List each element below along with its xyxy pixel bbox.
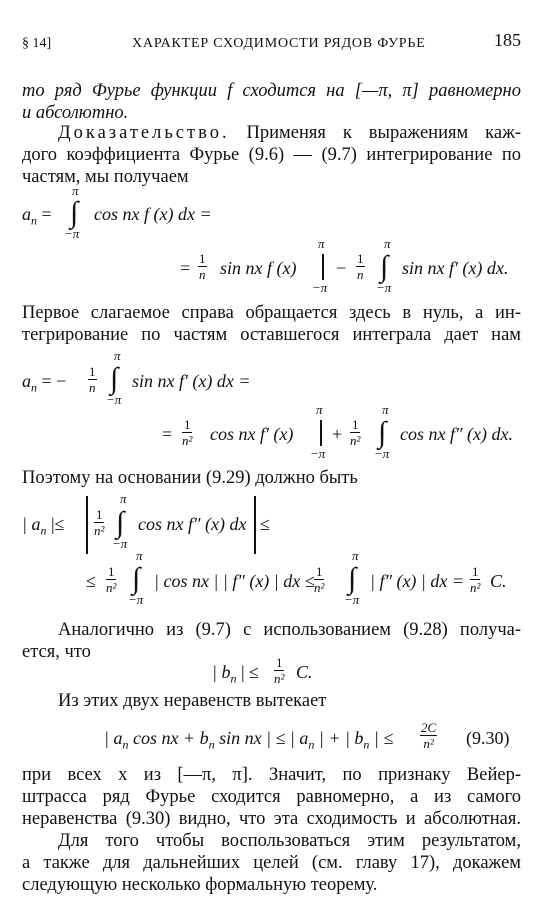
- evaluation-bar: [322, 254, 324, 280]
- eq-sign: ≤: [86, 571, 96, 591]
- frac-denominator: n²: [94, 523, 105, 538]
- eq-sign: =: [180, 258, 191, 278]
- integral-sign: ∫: [348, 562, 357, 595]
- integral-upper-limit: π: [352, 548, 359, 563]
- frac-numerator: 1: [275, 655, 283, 670]
- integral-sign: ∫: [378, 416, 387, 449]
- eq-term: cos nx + b: [128, 728, 209, 748]
- eq-sign: =: [41, 204, 52, 224]
- frac-denominator: n²: [470, 580, 481, 595]
- eq-term: | a: [104, 728, 123, 748]
- frac-numerator: 1: [89, 364, 96, 379]
- frac-denominator: n²: [182, 433, 193, 448]
- integral-lower-limit: −π: [344, 592, 360, 607]
- frac-denominator: n²: [423, 736, 434, 751]
- eq-integrand: cos nx f″ (x) dx: [138, 514, 247, 534]
- eq-integrand: | cos nx | | f″ (x) | dx ≤: [154, 571, 315, 591]
- eq-subscript: n: [208, 737, 215, 752]
- eq-subscript: n: [122, 737, 129, 752]
- paragraph-line: Поэтому на основании (9.29) должно быть: [22, 468, 358, 488]
- proof-text: Применяя к выражениям каж-: [246, 123, 522, 143]
- integral-lower-limit: −π: [64, 226, 80, 241]
- page-number: 185: [494, 30, 521, 50]
- paragraph-line: при всех x из [—π, π]. Значит, по признаку Вейер-: [22, 765, 521, 785]
- integral-upper-limit: π: [114, 348, 121, 363]
- eq-sign: | ≤: [236, 662, 259, 682]
- evaluation-bar: [320, 420, 322, 446]
- paragraph-line: неравенства (9.30) видно, что эта сходимость и абсолютная.: [22, 809, 521, 829]
- eq-subscript: n: [363, 737, 370, 752]
- frac-denominator: n²: [106, 580, 117, 595]
- frac-denominator: n: [199, 267, 206, 282]
- integral-upper-limit: π: [120, 491, 127, 506]
- eq-term: sin nx | ≤ | a: [214, 728, 309, 748]
- eq-sign: +: [332, 424, 343, 444]
- paragraph-line: Аналогично из (9.7) с использованием (9.28) получа-: [58, 620, 521, 640]
- frac-denominator: n: [89, 380, 96, 395]
- eq-sign: = −: [41, 371, 67, 391]
- integral-lower-limit: −π: [106, 392, 122, 407]
- eq-term: cos nx f′ (x): [210, 424, 294, 444]
- eq-sign: ≤: [260, 514, 270, 534]
- paragraph-line: Для того чтобы воспользоваться этим результатом,: [58, 831, 521, 851]
- proof-line: дого коэффициента Фурье (9.6) — (9.7) интегрирование по: [22, 145, 521, 165]
- abs-bar: [254, 496, 256, 554]
- eq-subscript: n: [308, 737, 315, 752]
- eq-sign: |≤: [46, 514, 65, 534]
- bar-lower-limit: −π: [310, 446, 326, 461]
- eq-term: | + | b: [314, 728, 364, 748]
- bar-upper-limit: π: [318, 236, 325, 251]
- eq-integrand: sin nx f′ (x) dx.: [402, 258, 509, 278]
- eq-symbol: a: [22, 204, 31, 224]
- paragraph-line: следующую несколько формальную теорему.: [22, 875, 378, 895]
- frac-numerator: 1: [183, 417, 191, 432]
- integral-upper-limit: π: [384, 236, 391, 251]
- frac-numerator: 1: [471, 564, 479, 579]
- paragraph-line: штрасса ряд Фурье сходится равномерно, а из самого: [22, 787, 521, 807]
- eq-term: | b: [212, 662, 231, 682]
- frac-numerator: 1: [107, 564, 115, 579]
- running-header: [22, 30, 521, 54]
- proof-heading: Доказательство.: [58, 123, 230, 143]
- integral-upper-limit: π: [72, 183, 79, 198]
- section-mark: § 14]: [22, 36, 52, 51]
- frac-numerator: 1: [95, 507, 103, 522]
- eq-integrand: sin nx f′ (x) dx =: [132, 371, 251, 391]
- eq-symbol: a: [22, 371, 31, 391]
- bar-lower-limit: −π: [312, 280, 328, 295]
- paragraph-line: ется, что: [22, 642, 91, 662]
- eq-subscript: n: [31, 380, 37, 395]
- integral-lower-limit: −π: [128, 592, 144, 607]
- eq-subscript: n: [31, 213, 37, 228]
- theorem-line: и абсолютно.: [22, 103, 129, 123]
- frac-denominator: n²: [314, 580, 325, 595]
- proof-line: частям, мы получаем: [22, 167, 189, 187]
- integral-upper-limit: π: [136, 548, 143, 563]
- eq-sign: −: [336, 258, 347, 278]
- frac-numerator: 1: [199, 251, 206, 266]
- integral-sign: ∫: [70, 196, 79, 229]
- eq-term: sin nx f (x): [220, 258, 297, 278]
- paragraph-line: Первое слагаемое справа обращается здесь в нуль, а ин-: [22, 303, 521, 323]
- integral-sign: ∫: [380, 250, 389, 283]
- integral-upper-limit: π: [382, 402, 389, 417]
- equation-label: (9.30): [466, 728, 510, 748]
- eq-subscript: n: [40, 523, 47, 538]
- frac-denominator: n²: [274, 671, 285, 686]
- frac-numerator: 1: [351, 417, 359, 432]
- eq-subscript: n: [230, 671, 237, 686]
- integral-sign: ∫: [132, 562, 141, 595]
- eq-term: C.: [490, 571, 507, 591]
- theorem-line: то ряд Фурье функции f сходится на [—π, π] равномерно: [22, 81, 521, 101]
- eq-sign: =: [162, 424, 173, 444]
- eq-integrand: cos nx f (x) dx =: [94, 204, 212, 224]
- frac-numerator: 2C: [421, 720, 437, 735]
- eq-term: | ≤: [369, 728, 394, 748]
- frac-denominator: n²: [350, 433, 361, 448]
- integral-sign: ∫: [110, 362, 119, 395]
- running-title: ХАРАКТЕР СХОДИМОСТИ РЯДОВ ФУРЬЕ: [132, 36, 426, 51]
- bar-upper-limit: π: [316, 402, 323, 417]
- paragraph-line: тегрирование по частям оставшегося интеграла дает нам: [22, 325, 521, 345]
- frac-numerator: 1: [315, 564, 323, 579]
- integral-lower-limit: −π: [376, 280, 392, 295]
- proof-line: [58, 122, 521, 144]
- integral-lower-limit: −π: [374, 446, 390, 461]
- eq-term: C.: [296, 662, 313, 682]
- eq-integrand: | f″ (x) | dx =: [370, 571, 465, 591]
- abs-bar: [86, 496, 88, 554]
- paragraph-line: Из этих двух неравенств вытекает: [58, 691, 327, 711]
- frac-denominator: n: [357, 267, 364, 282]
- paragraph-line: а также для дальнейших целей (см. главу 17), докажем: [22, 853, 521, 873]
- frac-numerator: 1: [357, 251, 364, 266]
- eq-term: | a: [22, 514, 41, 534]
- integral-sign: ∫: [116, 506, 125, 539]
- integral-lower-limit: −π: [112, 536, 128, 551]
- eq-integrand: cos nx f″ (x) dx.: [400, 424, 513, 444]
